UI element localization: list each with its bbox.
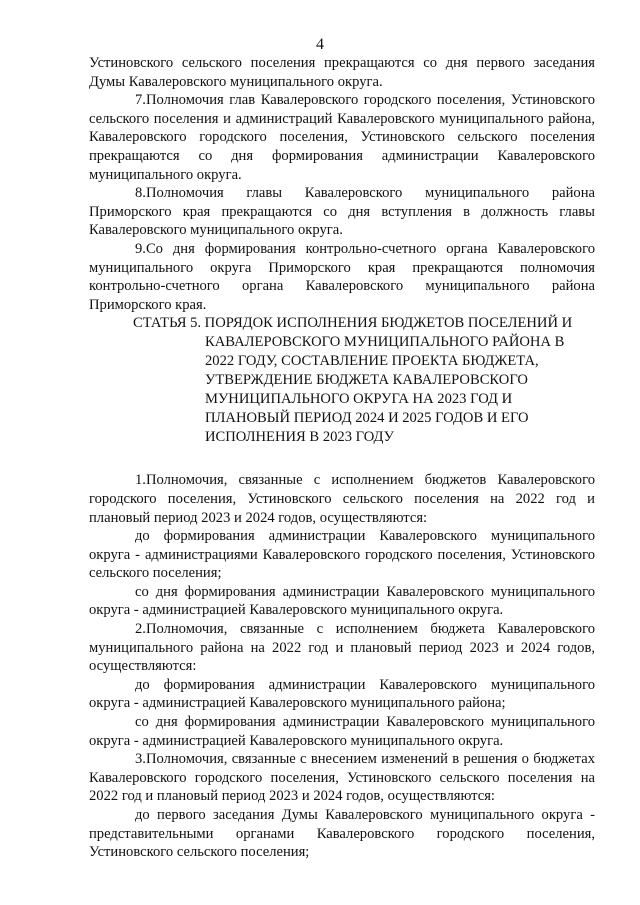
document-body [89, 54, 595, 862]
article-paragraph-3a: до первого заседания Думы Кавалеровского муниципального округа - представительными органами Кавалеровского городского поселения, Устиновского сельского поселения; [89, 807, 595, 861]
paragraph-item-7: 7.Полномочия глав Кавалеровского городского поселения, Устиновского сельского поселения и администраций Кавалеровского муниципального района, Кавалеровского городского поселения, Устиновского сельского поселения прекращаются со дня формирования администрации Кавалеровского муниципального округа. [89, 92, 595, 183]
article-paragraph-1: 1.Полномочия, связанные с исполнением бюджетов Кавалеровского городского поселения, Устиновского сельского поселения на 2022 год и плановый период 2023 и 2024 годов, осуществляются: [89, 472, 595, 526]
article-paragraph-2: 2.Полномочия, связанные с исполнением бюджета Кавалеровского муниципального района на 2022 год и плановый период 2023 и 2024 годов, осуществляются: [89, 621, 595, 675]
article-5-heading: СТАТЬЯ 5. ПОРЯДОК ИСПОЛНЕНИЯ БЮДЖЕТОВ ПОСЕЛЕНИЙ И КАВАЛЕРОВСКОГО МУНИЦИПАЛЬНОГО РАЙОНА В 2022 ГОДУ, СОСТАВЛЕНИЕ ПРОЕКТА БЮДЖЕТА, УТВЕРЖДЕНИЕ БЮДЖЕТА КАВАЛЕРОВСКОГО МУНИЦИПАЛЬНОГО ОКРУГА НА 2023 ГОД И ПЛАНОВЫЙ ПЕРИОД 2024 И 2025 ГОДОВ И ЕГО ИСПОЛНЕНИЯ В 2023 ГОДУ [133, 315, 573, 446]
page-number: 4 [316, 36, 324, 53]
article-paragraph-2b: со дня формирования администрации Кавалеровского муниципального округа - администрацией Кавалеровского муниципального округа. [89, 714, 595, 749]
paragraph-continuation: Устиновского сельского поселения прекращаются со дня первого заседания Думы Кавалеровского муниципального округа. [89, 55, 595, 90]
paragraph-item-9: 9.Со дня формирования контрольно-счетного органа Кавалеровского муниципального округа Приморского края прекращаются полномочия контрольно-счетного органа Кавалеровского муниципального района Приморского края. [89, 240, 595, 313]
article-paragraph-1a: до формирования администрации Кавалеровского муниципального округа - администрациями Кавалеровского городского поселения, Устиновского сельского поселения; [89, 528, 595, 582]
paragraph-item-8: 8.Полномочия главы Кавалеровского муниципального района Приморского края прекращаются со дня вступления в должность главы Кавалеровского муниципального округа. [89, 185, 595, 239]
article-paragraph-3: 3.Полномочия, связанные с внесением изменений в решения о бюджетах Кавалеровского городского поселения, Устиновского сельского поселения на 2022 год и плановый период 2023 и 2024 годов, осуществляются: [89, 751, 595, 805]
article-paragraph-2a: до формирования администрации Кавалеровского муниципального округа - администрацией Кавалеровского муниципального района; [89, 676, 595, 712]
article-paragraph-1b: со дня формирования администрации Кавалеровского муниципального округа - администрацией Кавалеровского муниципального округа. [89, 583, 595, 619]
